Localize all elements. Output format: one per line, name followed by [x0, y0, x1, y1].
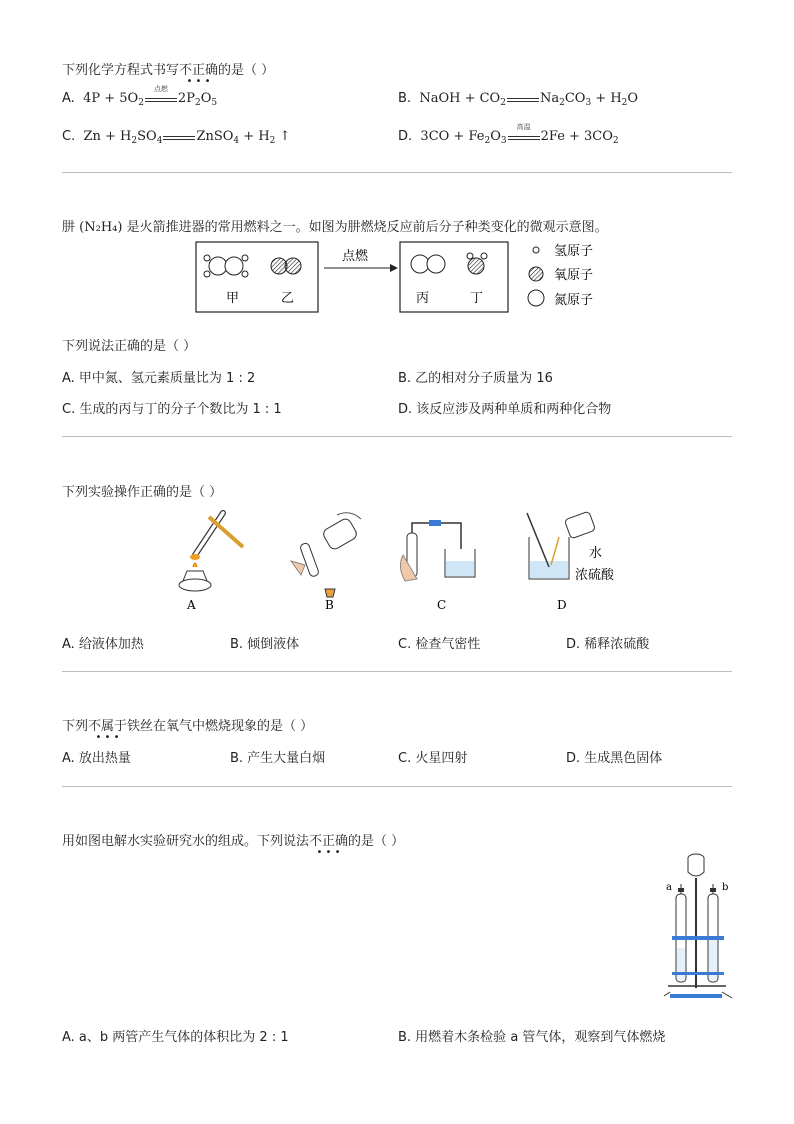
q3-option-d[interactable]: D. 稀释浓硫酸 — [566, 637, 650, 652]
arrow-label: 点燃 — [342, 249, 369, 264]
q1-emphasis: 不正确 • • • — [179, 63, 219, 87]
caption-b: B — [325, 598, 334, 612]
q5-option-a[interactable]: A. a、b 两管产生气体的体积比为 2 : 1 — [62, 1030, 289, 1045]
label-acid: 浓硫酸 — [575, 568, 615, 583]
label-ding: 丁 — [470, 291, 484, 306]
pouring-liquid-figure — [291, 513, 361, 597]
legend-nitrogen: 氮原子 — [554, 293, 594, 308]
label-bing: 丙 — [416, 291, 430, 306]
tube-b-label: b — [722, 882, 729, 893]
divider — [62, 786, 732, 787]
q2-option-c[interactable]: C. 生成的丙与丁的分子个数比为 1 : 1 — [62, 402, 282, 417]
heating-liquid-figure — [179, 513, 243, 591]
q1-stem: 下列化学方程式书写不正确 • • • 的是（ ） — [62, 63, 275, 87]
tube-a-label: a — [666, 882, 672, 893]
airtightness-figure — [400, 520, 475, 581]
electrolysis-apparatus — [660, 848, 742, 1008]
q2-option-d[interactable]: D. 该反应涉及两种单质和两种化合物 — [398, 402, 612, 417]
divider — [62, 671, 732, 672]
label-water: 水 — [589, 546, 603, 561]
q5-stem: 用如图电解水实验研究水的组成。下列说法不正确 • • • 的是（ ） — [62, 834, 405, 858]
lab-operations-figure — [165, 505, 625, 615]
q4-option-d[interactable]: D. 生成黑色固体 — [566, 751, 663, 766]
q5-emphasis: 不正确 • • • — [309, 834, 349, 858]
caption-c: C — [437, 598, 447, 612]
legend-oxygen-icon — [529, 267, 543, 281]
q4-stem: 下列不属于 • • • 铁丝在氧气中燃烧现象的是（ ） — [62, 719, 314, 743]
label-jia: 甲 — [226, 291, 240, 306]
q3-option-b[interactable]: B. 倾倒液体 — [230, 637, 300, 652]
q1-option-a[interactable]: A. $4P + 5O_2$ 点燃 $2P_2O_5$ — [62, 84, 218, 108]
caption-a: A — [187, 598, 196, 612]
q3-option-a[interactable]: A. 给液体加热 — [62, 637, 144, 652]
divider — [62, 172, 732, 173]
q2-stem: 下列说法正确的是（ ） — [62, 339, 197, 354]
q2-option-a[interactable]: A. 甲中氮、氢元素质量比为 1 : 2 — [62, 371, 256, 386]
q5-option-b[interactable]: B. 用燃着木条检验 a 管气体，观察到气体燃烧 — [398, 1030, 666, 1045]
caption-d: D — [557, 598, 567, 612]
q1-option-d[interactable]: D. $3CO + Fe_2O_3$ 高温 $2Fe + 3CO_2$ — [398, 122, 619, 146]
legend-nitrogen-icon — [528, 290, 544, 306]
q4-emphasis: 不属于 • • • — [88, 719, 128, 743]
q3-option-c[interactable]: C. 检查气密性 — [398, 637, 481, 652]
q2-option-b[interactable]: B. 乙的相对分子质量为 16 — [398, 371, 553, 386]
q1-option-b[interactable]: B. NaOH + $CO_2$ $Na_2CO_3 + H_2O$ — [398, 91, 639, 108]
label-yi: 乙 — [281, 291, 295, 306]
divider — [62, 436, 732, 437]
q4-option-b[interactable]: B. 产生大量白烟 — [230, 751, 326, 766]
legend-hydrogen: 氢原子 — [554, 244, 594, 259]
legend-hydrogen-icon — [533, 247, 539, 253]
q2-intro: 肼 (N₂H₄) 是火箭推进器的常用燃料之一。如图为肼燃烧反应前后分子种类变化的微观示意图。 — [62, 220, 608, 235]
q1-option-c[interactable]: C. $Zn + H_2SO_4$ ZnSO$_4$ + $H_2$ ↑ — [62, 129, 291, 146]
legend-oxygen: 氧原子 — [554, 268, 594, 283]
molecule-diagram — [190, 238, 620, 318]
q4-option-a[interactable]: A. 放出热量 — [62, 751, 131, 766]
q3-stem: 下列实验操作正确的是（ ） — [62, 485, 223, 500]
q4-option-c[interactable]: C. 火星四射 — [398, 751, 468, 766]
